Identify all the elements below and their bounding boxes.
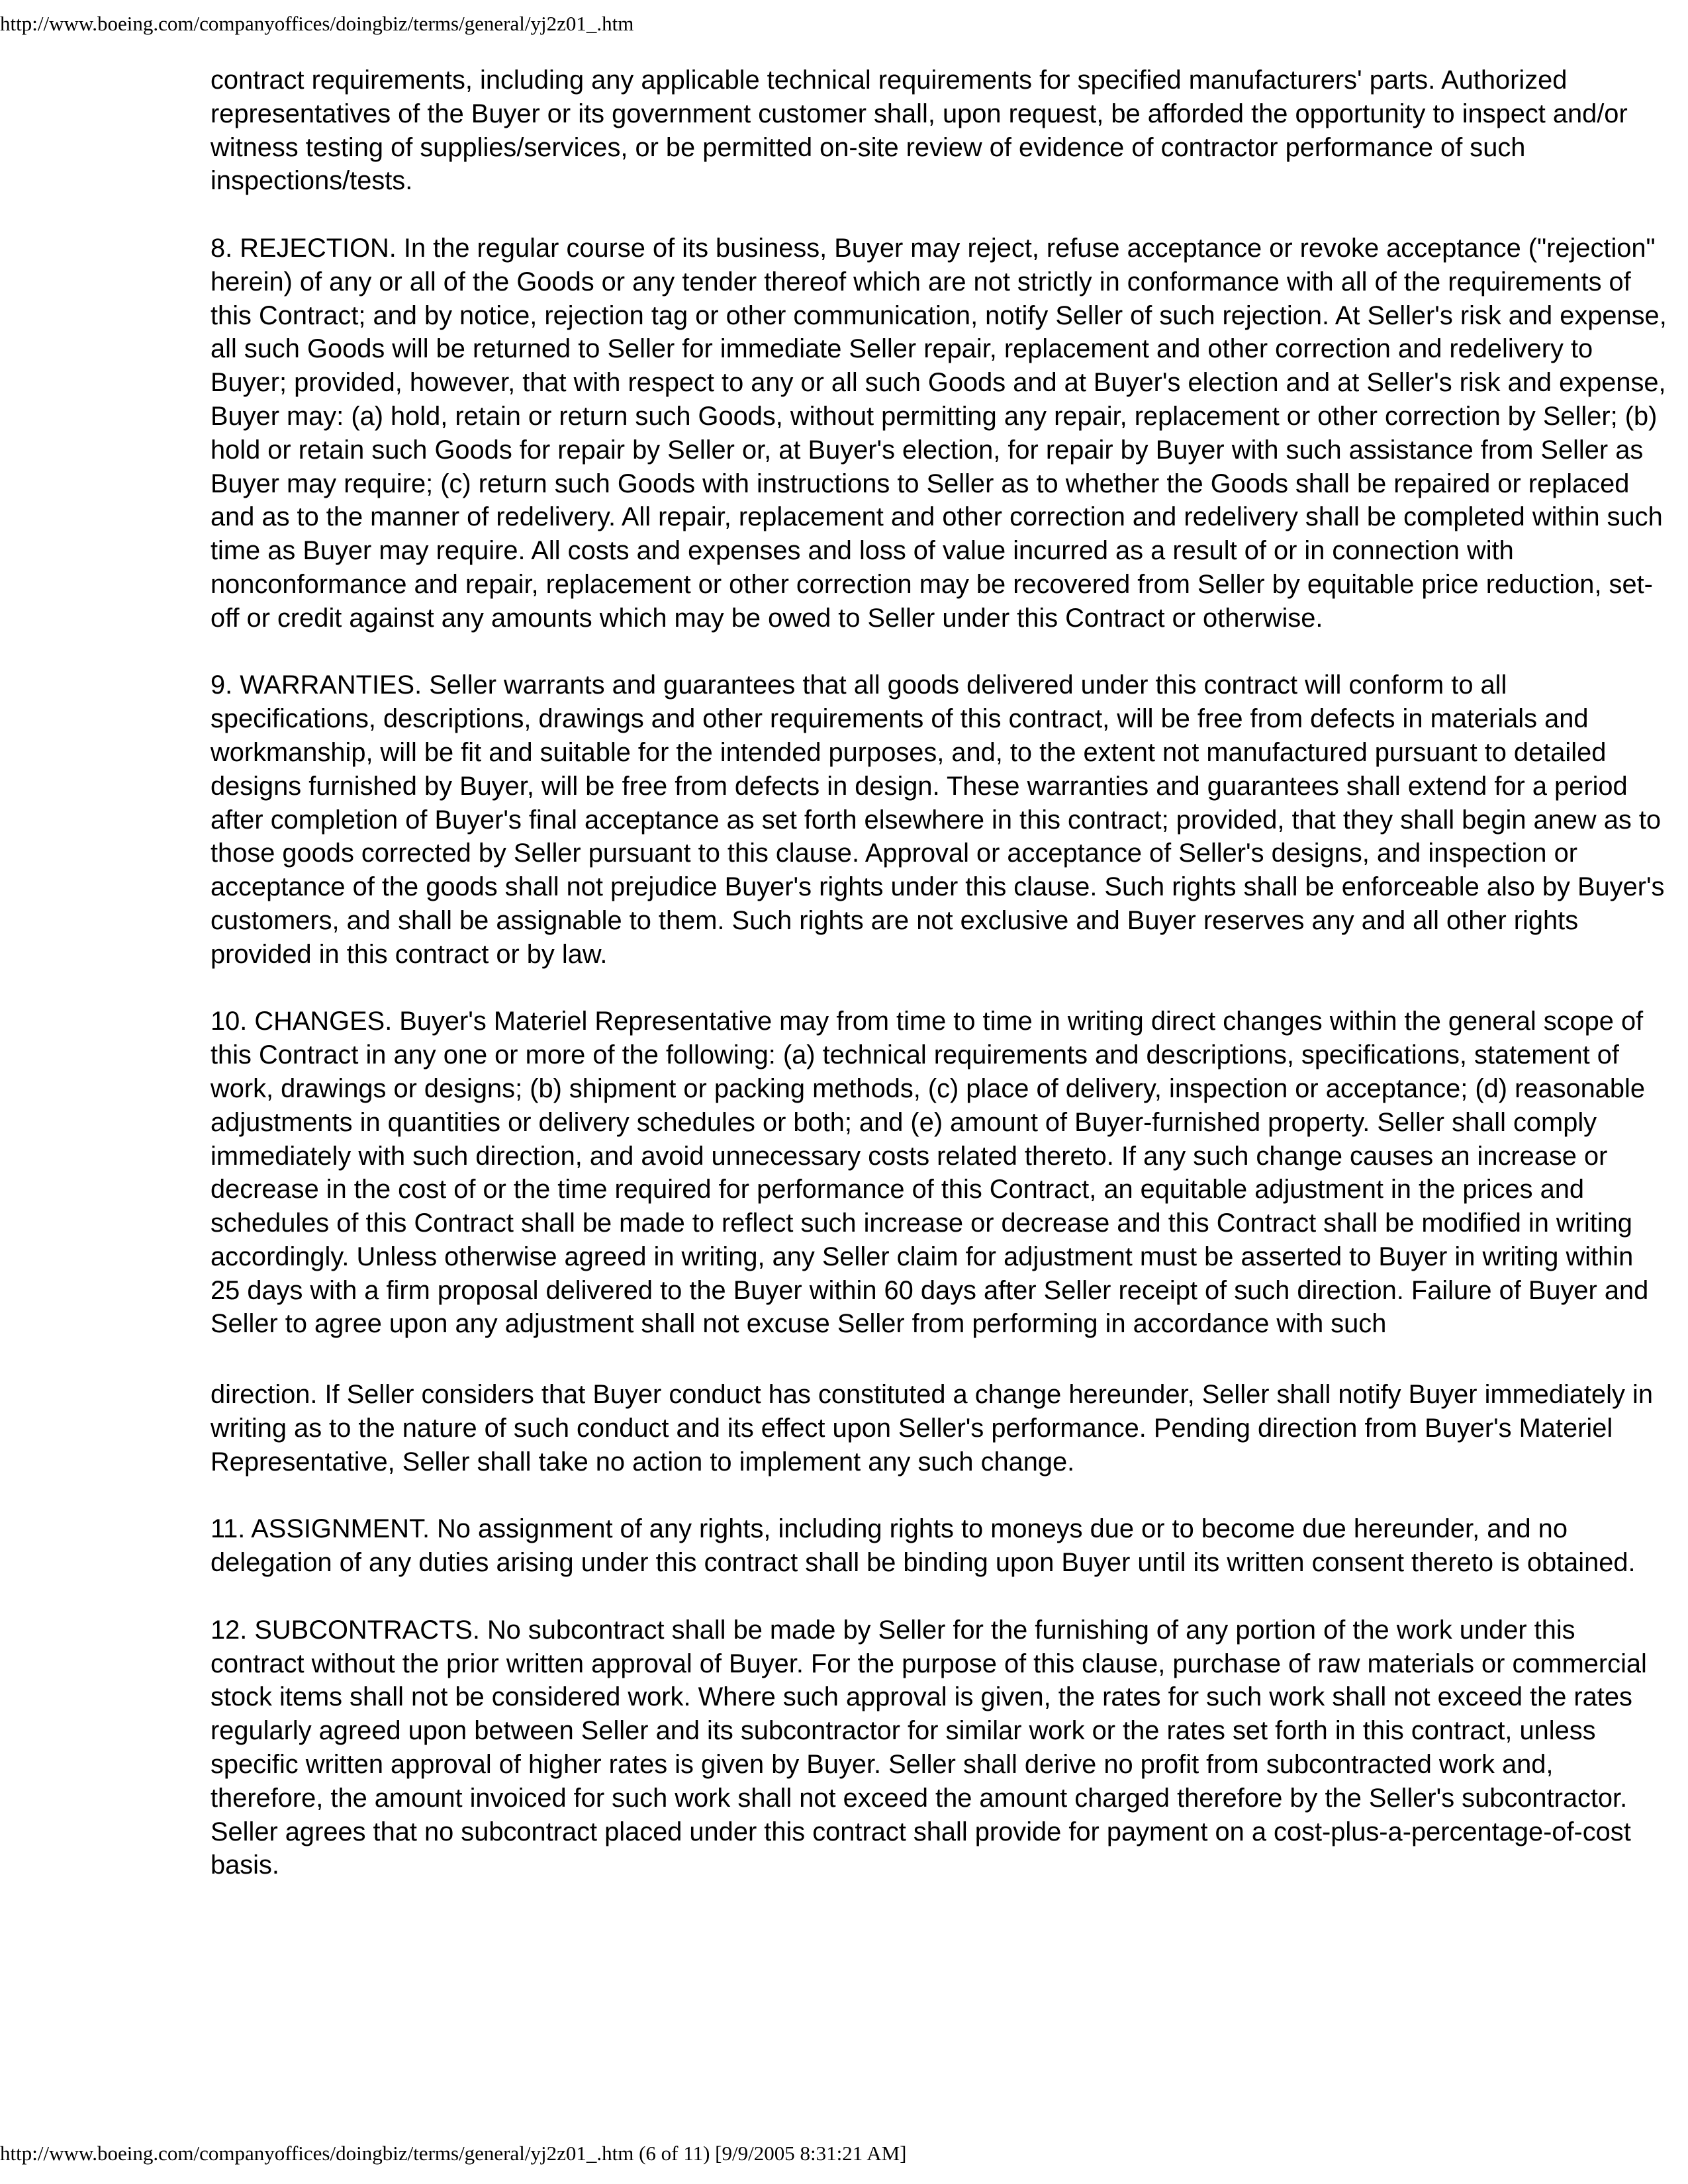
page-header-url: http://www.boeing.com/companyoffices/doingbiz/terms/general/yj2z01_.htm — [0, 12, 634, 35]
paragraph-assignment: 11. ASSIGNMENT. No assignment of any rights, including rights to moneys due or to become due hereunder, and no delegation of any duties arising under this contract shall be binding upon Buyer until its written consent thereto is obtained. — [211, 1514, 1636, 1578]
paragraph-inspection-continued: contract requirements, including any applicable technical requirements for specified manufacturers' parts. Authorized representatives of the Buyer or its government customer shall, upon request, be afforded the opportunity to inspect and/or witness testing of supplies/services, or be permitted on-site review of evidence of contractor performance of such inspections/tests. — [211, 66, 1628, 196]
paragraph-subcontracts: 12. SUBCONTRACTS. No subcontract shall be made by Seller for the furnishing of any portion of the work under this contract without the prior written approval of Buyer. For the purpose of this clause, purchase of raw materials or commercial stock items shall not be considered work. Where such approval is given, the rates for such work shall not exceed the rates regularly agreed upon between Seller and its subcontractor for similar work or the rates set forth in this contract, unless specific written approval of higher rates is given by Buyer. Seller shall derive no profit from subcontracted work and, therefore, the amount invoiced for such work shall not exceed the amount charged therefore by the Seller's subcontractor. Seller agrees that no subcontract placed under this contract shall provide for payment on a cost-plus-a-percentage-of-cost basis. — [211, 1615, 1647, 1880]
paragraph-warranties: 9. WARRANTIES. Seller warrants and guarantees that all goods delivered under this contract will conform to all specifications, descriptions, drawings and other requirements of this contract, will be free from defects in materials and workmanship, will be fit and suitable for the intended purposes, and, to the extent not manufactured pursuant to detailed designs furnished by Buyer, will be free from defects in design. These warranties and guarantees shall extend for a period after completion of Buyer's final acceptance as set forth elsewhere in this contract; provided, that they shall begin anew as to those goods corrected by Seller pursuant to this clause. Approval or acceptance of Seller's designs, and inspection or acceptance of the goods shall not prejudice Buyer's rights under this clause. Such rights shall be enforceable also by Buyer's customers, and shall be assignable to them. Such rights are not exclusive and Buyer reserves any and all other rights provided in this contract or by law. — [211, 670, 1665, 969]
paragraph-rejection: 8. REJECTION. In the regular course of its business, Buyer may reject, refuse acceptance or revoke acceptance ("rejection" herein) of any or all of the Goods or any tender thereof which are not strictly in conformance with all of the requirements of this Contract; and by notice, rejection tag or other communication, notify Seller of such rejection. At Seller's risk and expense, all such Goods will be returned to Seller for immediate Seller repair, replacement and other correction and redelivery to Buyer; provided, however, that with respect to any or all such Goods and at Buyer's election and at Seller's risk and expense, Buyer may: (a) hold, retain or return such Goods, without permitting any repair, replacement or other correction by Seller; (b) hold or retain such Goods for repair by Seller or, at Buyer's election, for repair by Buyer with such assistance from Seller as Buyer may require; (c) return such Goods with instructions to Seller as to whether the Goods shall be repaired or replaced and as to the manner of redelivery. All repair, replacement and other correction and redelivery shall be completed within such time as Buyer may require. All costs and expenses and loss of value incurred as a result of or in connection with nonconformance and repair, replacement or other correction may be recovered from Seller by equitable price reduction, set-off or credit against any amounts which may be owed to Seller under this Contract or otherwise. — [211, 233, 1667, 633]
paragraph-changes: 10. CHANGES. Buyer's Materiel Representative may from time to time in writing direct changes within the general scope of this Contract in any one or more of the following: (a) technical requirements and descriptions, specifications, statement of work, drawings or designs; (b) shipment or packing methods, (c) place of delivery, inspection or acceptance; (d) reasonable adjustments in quantities or delivery schedules or both; and (e) amount of Buyer-furnished property. Seller shall comply immediately with such direction, and avoid unnecessary costs related thereto. If any such change causes an increase or decrease in the cost of or the time required for performance of this Contract, an equitable adjustment in the prices and schedules of this Contract shall be made to reflect such increase or decrease and this Contract shall be modified in writing accordingly. Unless otherwise agreed in writing, any Seller claim for adjustment must be asserted to Buyer in writing within 25 days with a firm proposal delivered to the Buyer within 60 days after Seller receipt of such direction. Failure of Buyer and Seller to agree upon any adjustment shall not excuse Seller from performing in accordance with such — [211, 1007, 1649, 1339]
page-footer: http://www.boeing.com/companyoffices/doingbiz/terms/general/yj2z01_.htm (6 of 11) [9/9/2005 8:31:21 AM] — [0, 2142, 907, 2165]
paragraph-changes-continued: direction. If Seller considers that Buyer conduct has constituted a change hereunder, Seller shall notify Buyer immediately in writing as to the nature of such conduct and its effect upon Seller's performance. Pending direction from Buyer's Materiel Representative, Seller shall take no action to implement any such change. — [211, 1380, 1653, 1477]
document-body — [211, 64, 1667, 1916]
